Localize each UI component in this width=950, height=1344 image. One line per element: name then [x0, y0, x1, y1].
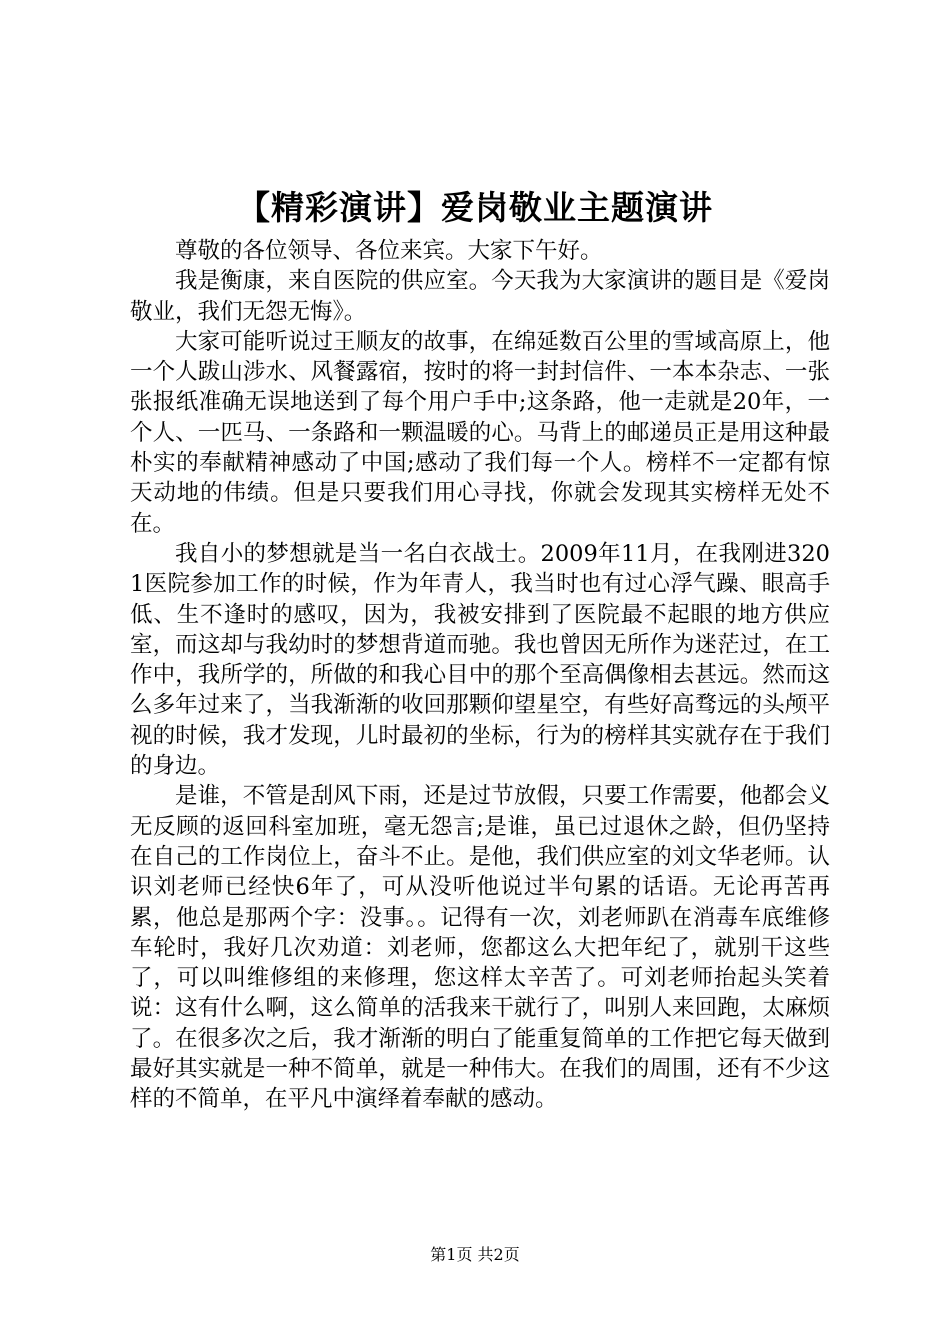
paragraph-introduction: 我是衡康，来自医院的供应室。今天我为大家演讲的题目是《爱岗敬业，我们无怨无悔》。: [130, 268, 830, 325]
document-title: 【精彩演讲】爱岗敬业主题演讲: [237, 188, 713, 227]
paragraph-wang-shunyou: 大家可能听说过王顺友的故事，在绵延数百公里的雪域高原上，他一个人跋山涉水、风餐露宿，按时的将一封封信件、一本本杂志、一张张报纸准确无误地送到了每个用户手中;这条路，他一走就是20年，一个人、一匹马、一条路和一颗温暖的心。马背上的邮递员正是用这种最朴实的奉献精神感动了中国;感动了我们每一个人。榜样不一定都有惊天动地的伟绩。但是只要我们用心寻找，你就会发现其实榜样无处不在。: [130, 328, 830, 537]
paragraph-teacher-liu: 是谁，不管是刮风下雨，还是过节放假，只要工作需要，他都会义无反顾的返回科室加班，毫无怨言;是谁，虽已过退休之龄，但仍坚持在自己的工作岗位上，奋斗不止。是他，我们供应室的刘文华老师。认识刘老师已经快6年了，可从没听他说过半句累的话语。无论再苦再累，他总是那两个字：没事。。记得有一次，刘老师趴在消毒车底维修车轮时，我好几次劝道：刘老师，您都这么大把年纪了，就别干这些了，可以叫维修组的来修理，您这样太辛苦了。可刘老师抬起头笑着说：这有什么啊，这么简单的活我来干就行了，叫别人来回跑，太麻烦了。在很多次之后，我才渐渐的明白了能重复简单的工作把它每天做到最好其实就是一种不简单，就是一种伟大。在我们的周围，还有不少这样的不简单，在平凡中演绎着奉献的感动。: [130, 783, 830, 1113]
paragraph-greeting: 尊敬的各位领导、各位来宾。大家下午好。: [175, 238, 603, 264]
paragraph-childhood-dream: 我自小的梦想就是当一名白衣战士。2009年11月，在我刚进3201医院参加工作的时候，作为年青人，我当时也有过心浮气躁、眼高手低、生不逢时的感叹，因为，我被安排到了医院最不起眼的地方供应室，而这却与我幼时的梦想背道而驰。我也曾因无所作为迷茫过，在工作中，我所学的，所做的和我心目中的那个至高偶像相去甚远。然而这么多年过来了，当我渐渐的收回那颗仰望星空，有些好高骛远的头颅平视的时候，我才发现，儿时最初的坐标，行为的榜样其实就存在于我们的身边。: [130, 540, 830, 780]
page-number-footer: 第1页 共2页: [430, 1245, 520, 1264]
document-body: [130, 236, 830, 1115]
